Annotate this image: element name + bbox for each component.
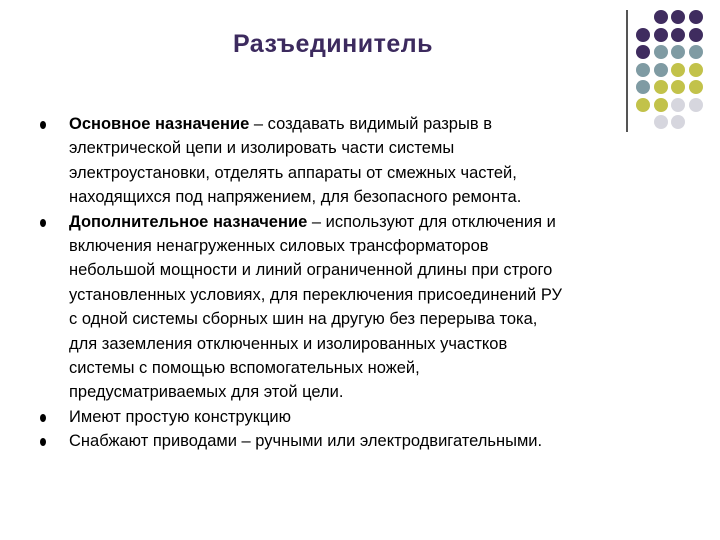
item-text-line: предусматриваемых для этой цели.	[69, 383, 344, 402]
bullet-icon	[40, 414, 46, 422]
list-item	[40, 112, 680, 210]
bullet-icon	[40, 219, 46, 227]
bullet-icon	[40, 438, 46, 446]
item-text-line: электроустановки, отделять аппараты от смежных частей,	[69, 163, 517, 182]
item-text-line: установленных условиях, для переключения присоединений РУ	[69, 285, 562, 304]
decorative-dot	[671, 80, 685, 94]
decorative-dot	[654, 80, 668, 94]
item-first-line	[69, 210, 680, 234]
item-text-line: включения ненагруженных силовых трансформаторов	[69, 237, 489, 256]
decorative-dot	[689, 10, 703, 24]
decorative-dot	[689, 63, 703, 77]
decorative-dot	[689, 45, 703, 59]
item-text-line: – используют для отключения и	[307, 212, 556, 231]
decorative-dot	[671, 45, 685, 59]
decorative-dot	[689, 80, 703, 94]
decorative-dot	[636, 80, 650, 94]
item-text-line: – создавать видимый разрыв в	[249, 115, 492, 133]
item-text-line: с одной системы сборных шин на другую без перерыва тока,	[69, 310, 538, 329]
decorative-dot	[689, 28, 703, 42]
item-text-line: для заземления отключенных и изолированных участков	[69, 334, 508, 353]
decorative-dot	[654, 45, 668, 59]
item-text-line: находящихся под напряжением, для безопасного ремонта.	[69, 188, 522, 207]
item-text-line: электрической цепи и изолировать части системы	[69, 139, 455, 158]
decorative-dot	[654, 28, 668, 42]
item-lead: Основное назначение	[69, 115, 250, 133]
list-item	[40, 429, 680, 453]
item-text-line: небольшой мощности и линий ограниченной длины при строго	[69, 261, 553, 280]
item-text-line: системы с помощью вспомогательных ножей,	[69, 359, 420, 378]
decorative-dot	[636, 28, 650, 42]
decorative-dot	[654, 10, 668, 24]
decorative-dot	[636, 45, 650, 59]
decorative-dot	[636, 63, 650, 77]
decorative-dot	[654, 98, 668, 112]
slide-title: Разъединитель	[232, 30, 434, 58]
item-text-line: Снабжают приводами – ручными или электродвигательными.	[69, 432, 543, 451]
decorative-dot	[671, 10, 685, 24]
item-text-line: Имеют простую конструкцию	[69, 407, 292, 426]
decorative-dot	[671, 63, 685, 77]
list-item	[40, 210, 680, 405]
decorative-dot	[636, 98, 650, 112]
item-first-line	[69, 112, 680, 136]
decorative-dot	[671, 98, 685, 112]
decorative-dot	[654, 63, 668, 77]
bullet-icon	[40, 121, 46, 129]
decorative-dot	[671, 28, 685, 42]
bullet-list	[40, 112, 680, 454]
decorative-dot	[689, 98, 703, 112]
list-item	[40, 405, 680, 429]
item-lead: Дополнительное назначение	[69, 212, 308, 231]
